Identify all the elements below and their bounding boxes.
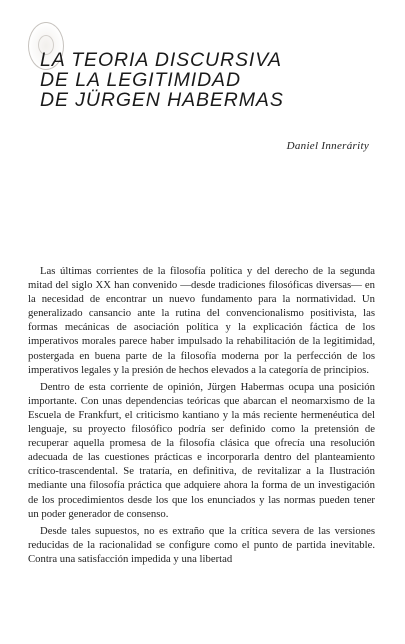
article-body [28,264,375,569]
title-line-1: LA TEORIA DISCURSIVA [40,49,282,71]
title-line-3: DE JÜRGEN HABERMAS [40,89,284,111]
author-name: Daniel Innerárity [286,140,369,152]
article-title [40,50,380,110]
paragraph-2: Dentro de esta corriente de opinión, Jürgen Habermas ocupa una posición importante. Con unas dependencias teóricas que abarcan el neomarxismo de la Escuela de Frankfurt, el criticismo kantiano y la más reciente hermenéutica del lenguaje, su proyecto filosófico podría ser definido como la pretensión de recuperar aquella promesa de la filosofía clásica que ofrecía una resolución adecuada de las cuestiones prácticas e incorporarla dentro del planteamiento crítico-trascendental. Se trataría, en definitiva, de revitalizar a la Ilustración mediante una filosofía práctica que adquiere ahora la forma de un investigación de los procedimientos desde los que los enunciados y las normas pueden tener un poder generador de consenso. [28,380,375,520]
paragraph-3: Desde tales supuestos, no es extraño que la crítica severa de las versiones reducidas de la racionalidad se configure como el punto de partida inevitable. Contra una satisfacción impedida y una libertad [28,524,375,565]
title-line-2: DE LA LEGITIMIDAD [40,69,241,91]
paragraph-1: Las últimas corrientes de la filosofía política y del derecho de la segunda mitad del siglo XX han convenido —desde tradiciones filosóficas diversas— en la necesidad de encontrar un nuevo fundamento para la normatividad. Un generalizado cansancio ante la rutina del convencionalismo positivista, las formas mecánicas de asociación política y la explicación fáctica de los imperativos morales parece haber impulsado la rehabilitación de la legitimidad, postergada en buena parte de la filosofía moderna por la perfección de los imperativos legales y la presión de hechos elevados a la categoría de principios. [28,265,375,376]
